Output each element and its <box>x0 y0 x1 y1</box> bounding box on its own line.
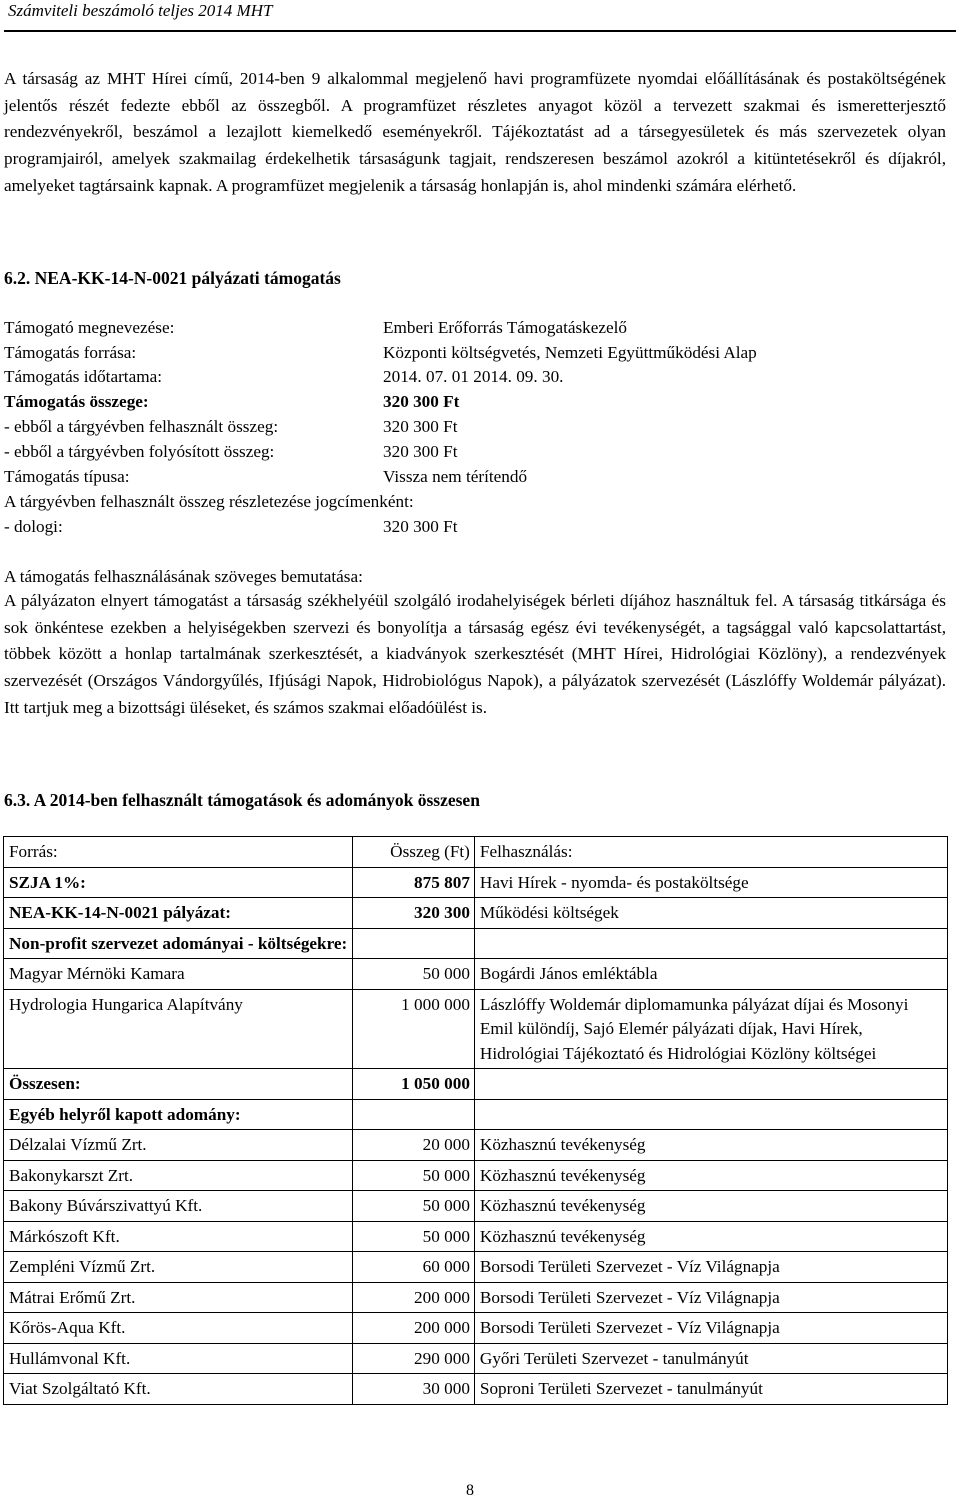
row-amount: 1 000 000 <box>353 989 475 1069</box>
row-amount: 30 000 <box>353 1374 475 1405</box>
page-number: 8 <box>466 1482 474 1499</box>
row-source: Mátrai Erőmű Zrt. <box>4 1282 353 1313</box>
row-amount: 20 000 <box>353 1130 475 1161</box>
table-row <box>4 1252 948 1283</box>
row-amount: 200 000 <box>353 1282 475 1313</box>
table-row <box>4 989 948 1069</box>
row-source: Bakony Búvárszivattyú Kft. <box>4 1191 353 1222</box>
field-label-type: Támogatás típusa: <box>4 467 130 486</box>
section-6-2-title: 6.2. NEA-KK-14-N-0021 pályázati támogatás <box>4 268 341 288</box>
row-usage: Borsodi Területi Szervezet - Víz Világnapja <box>474 1252 947 1283</box>
row-usage: Borsodi Területi Szervezet - Víz Világnapja <box>474 1282 947 1313</box>
field-label-duration: Támogatás időtartama: <box>4 367 162 386</box>
row-amount: 320 300 <box>353 898 475 929</box>
row-usage: Működési költségek <box>474 898 947 929</box>
field-value-disbursed: 320 300 Ft <box>383 442 458 461</box>
row-source: Délzalai Vízmű Zrt. <box>4 1130 353 1161</box>
table-row <box>4 1221 948 1252</box>
table-row <box>4 1191 948 1222</box>
field-value-duration: 2014. 07. 01 2014. 09. 30. <box>383 367 564 386</box>
header-amount: Összeg (Ft) <box>353 837 475 868</box>
row-source: Hydrologia Hungarica Alapítvány <box>4 989 353 1069</box>
row-source: Magyar Mérnöki Kamara <box>4 959 353 990</box>
breakdown-title: A tárgyévben felhasznált összeg részletezése jogcímenként: <box>4 492 414 511</box>
row-usage: Lászlóffy Woldemár diplomamunka pályázat díjai és Mosonyi Emil különdíj, Sajó Elemér pályázati díjak, Havi Hírek, Hidrológiai Tájékoztató és Hidrológiai Közlöny költségei <box>474 989 947 1069</box>
row-amount: 1 050 000 <box>353 1069 475 1100</box>
section-6-3-title: 6.3. A 2014-ben felhasznált támogatások és adományok összesen <box>4 790 480 810</box>
row-usage: Közhasznú tevékenység <box>474 1221 947 1252</box>
row-usage: Havi Hírek - nyomda- és postaköltsége <box>474 867 947 898</box>
header-source: Forrás: <box>4 837 353 868</box>
table-row <box>4 898 948 929</box>
row-source: Egyéb helyről kapott adomány: <box>4 1099 353 1130</box>
field-label-amount: Támogatás összege: <box>4 392 149 411</box>
row-usage: Győri Területi Szervezet - tanulmányút <box>474 1343 947 1374</box>
table-row <box>4 1374 948 1405</box>
table-row <box>4 1069 948 1100</box>
table-row <box>4 1099 948 1130</box>
row-usage <box>474 1099 947 1130</box>
field-value-source: Központi költségvetés, Nemzeti Együttműködési Alap <box>383 343 757 362</box>
row-amount <box>353 1099 475 1130</box>
usage-title: A támogatás felhasználásának szöveges bemutatása: <box>4 567 363 586</box>
table-row <box>4 1130 948 1161</box>
field-value-used: 320 300 Ft <box>383 417 458 436</box>
row-source: Márkószoft Kft. <box>4 1221 353 1252</box>
row-source: Zempléni Vízmű Zrt. <box>4 1252 353 1283</box>
table-row <box>4 959 948 990</box>
row-usage: Soproni Területi Szervezet - tanulmányút <box>474 1374 947 1405</box>
table-header-row <box>4 837 948 868</box>
row-source: Kőrös-Aqua Kft. <box>4 1313 353 1344</box>
table-row <box>4 928 948 959</box>
row-source: Bakonykarszt Zrt. <box>4 1160 353 1191</box>
field-label-disbursed: - ebből a tárgyévben folyósított összeg: <box>4 442 275 461</box>
row-amount <box>353 928 475 959</box>
table-row <box>4 1343 948 1374</box>
row-amount: 60 000 <box>353 1252 475 1283</box>
funding-table <box>3 836 948 1405</box>
header-usage: Felhasználás: <box>474 837 947 868</box>
row-usage: Közhasznú tevékenység <box>474 1160 947 1191</box>
row-amount: 50 000 <box>353 1160 475 1191</box>
row-amount: 50 000 <box>353 1221 475 1252</box>
row-usage <box>474 1069 947 1100</box>
field-label-supporter: Támogató megnevezése: <box>4 318 175 337</box>
intro-paragraph: A társaság az MHT Hírei című, 2014-ben 9 alkalommal megjelenő havi programfüzete nyomdai előállításának és postaköltségének jelentős részét fedezte ebből az összegből. A programfüzet részletes anyagot közöl a tervezett szakmai és ismeretterjesztő rendezvényekről, beszámol a lezajlott kiemelkedő eseményekről. Tájékoztatást ad a társegyesületek és más szervezetek olyan programjairól, amelyek szakmailag érdekelhetik társaságunk tagjait, rendszeresen beszámol azokról a kitüntetésekről és díjakról, amelyeket tagtársaink kapnak. A programfüzet megjelenik a társaság honlapján is, ahol mindenki számára elérhető. <box>4 69 946 195</box>
row-source: NEA-KK-14-N-0021 pályázat: <box>4 898 353 929</box>
row-amount: 50 000 <box>353 1191 475 1222</box>
usage-paragraph: A pályázaton elnyert támogatást a társaság székhelyéül szolgáló irodahelyiségek bérleti díjához használtuk fel. A társaság titkársága és sok önkéntese ezekben a helyiségekben szervezi és bonyolítja a társaság egész évi tevékenységét, a tagsággal való kapcsolattartást, többek között a honlap tartalmának szerkesztését, a kiadványok szerkesztését (MHT Hírei, Hidrológiai Közlöny), a rendezvények szervezését (Országos Vándorgyűlés, Ifjúsági Napok, Hidrobiológus Napok), a pályázatok szervezését (Lászlóffy Woldemár pályázat). Itt tartjuk meg a bizottsági üléseket, és számos szakmai előadóülést is. <box>4 591 946 717</box>
field-value-supporter: Emberi Erőforrás Támogatáskezelő <box>383 318 628 337</box>
row-source: Összesen: <box>4 1069 353 1100</box>
field-value-amount: 320 300 Ft <box>383 392 460 411</box>
row-source: Non-profit szervezet adományai - költségekre: <box>4 928 353 959</box>
field-label-source: Támogatás forrása: <box>4 343 137 362</box>
breakdown-value: 320 300 Ft <box>383 517 458 536</box>
table-row <box>4 867 948 898</box>
row-amount: 200 000 <box>353 1313 475 1344</box>
row-amount: 875 807 <box>353 867 475 898</box>
row-amount: 50 000 <box>353 959 475 990</box>
row-amount: 290 000 <box>353 1343 475 1374</box>
table-row <box>4 1160 948 1191</box>
table-row <box>4 1282 948 1313</box>
breakdown-label: - dologi: <box>4 517 63 536</box>
field-label-used: - ebből a tárgyévben felhasznált összeg: <box>4 417 279 436</box>
header-title: Számviteli beszámoló teljes 2014 MHT <box>8 1 273 20</box>
table-row <box>4 1313 948 1344</box>
row-source: SZJA 1%: <box>4 867 353 898</box>
row-usage: Bogárdi János emléktábla <box>474 959 947 990</box>
row-usage <box>474 928 947 959</box>
row-source: Viat Szolgáltató Kft. <box>4 1374 353 1405</box>
field-value-type: Vissza nem térítendő <box>383 467 528 486</box>
row-usage: Borsodi Területi Szervezet - Víz Világnapja <box>474 1313 947 1344</box>
row-usage: Közhasznú tevékenység <box>474 1191 947 1222</box>
page-header <box>4 0 956 32</box>
row-source: Hullámvonal Kft. <box>4 1343 353 1374</box>
row-usage: Közhasznú tevékenység <box>474 1130 947 1161</box>
